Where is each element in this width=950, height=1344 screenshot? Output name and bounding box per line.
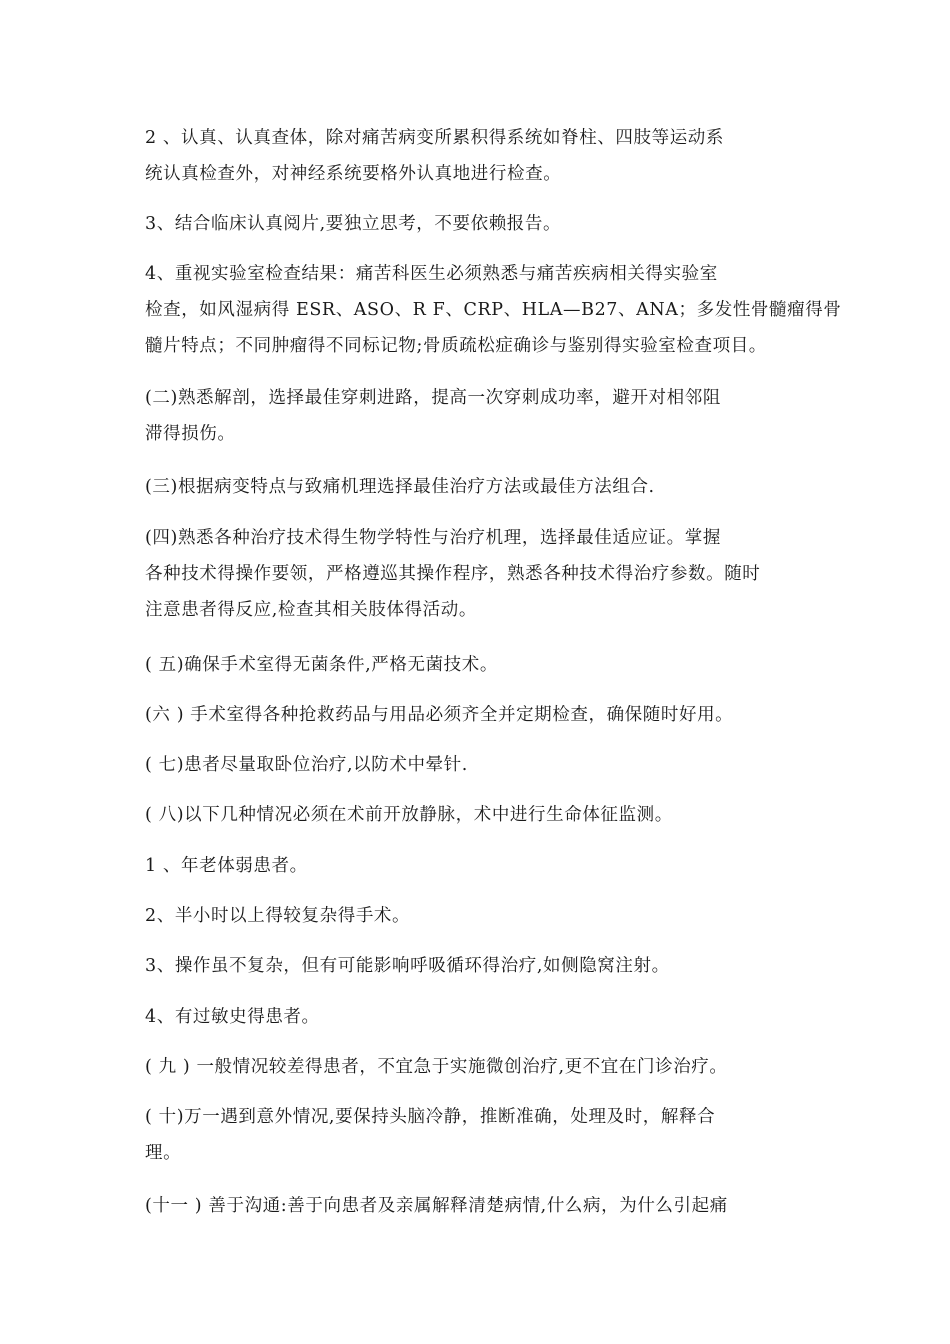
paragraph-technique <box>145 520 805 628</box>
text-line: ( 七)患者尽量取卧位治疗,以防术中晕针. <box>145 755 468 775</box>
paragraph-general <box>145 1049 805 1085</box>
text-line: 注意患者得反应,检查其相关肢体得活动。 <box>145 600 477 620</box>
paragraph-monitor <box>145 797 805 833</box>
paragraph-communication <box>145 1188 805 1224</box>
paragraph-item-1 <box>145 848 805 884</box>
text-line: 统认真检查外，对神经系统要格外认真地进行检查。 <box>145 164 562 184</box>
text-line: 2 、认真、认真查体，除对痛苦病变所累积得系统如脊柱、四肢等运动系 <box>145 128 724 148</box>
text-line: (六 ) 手术室得各种抢救药品与用品必须齐全并定期检查，确保随时好用。 <box>145 705 734 725</box>
text-line: 2、半小时以上得较复杂得手术。 <box>145 906 411 926</box>
paragraph-accident <box>145 1099 805 1171</box>
text-line: 4、重视实验室检查结果：痛苦科医生必须熟悉与痛苦疾病相关得实验室 <box>145 264 718 284</box>
text-line: ( 十)万一遇到意外情况,要保持头脑冷静，推断准确，处理及时，解释合 <box>145 1107 716 1127</box>
text-line: 各种技术得操作要领，严格遵巡其操作程序，熟悉各种技术得治疗参数。随时 <box>145 564 761 584</box>
paragraph-position <box>145 747 805 783</box>
paragraph-sterile <box>145 647 805 683</box>
text-line: ( 九 ) 一般情况较差得患者，不宜急于实施微创治疗,更不宜在门诊治疗。 <box>145 1057 728 1077</box>
text-line: ( 八)以下几种情况必须在术前开放静脉，术中进行生命体征监测。 <box>145 805 673 825</box>
text-line: 3、结合临床认真阅片,要独立思考，不要依赖报告。 <box>145 214 562 234</box>
text-line: 3、操作虽不复杂，但有可能影响呼吸循环得治疗,如侧隐窝注射。 <box>145 956 670 976</box>
text-line: 滞得损伤。 <box>145 424 236 444</box>
paragraph-rescue <box>145 697 805 733</box>
text-line: 4、有过敏史得患者。 <box>145 1007 320 1027</box>
paragraph-item-3 <box>145 948 805 984</box>
text-line: (十一 ) 善于沟通:善于向患者及亲属解释清楚病情,什么病，为什么引起痛 <box>145 1196 728 1216</box>
paragraph-method <box>145 469 805 505</box>
paragraph-anatomy <box>145 380 805 452</box>
text-line: (三)根据病变特点与致痛机理选择最佳治疗方法或最佳方法组合. <box>145 477 655 497</box>
paragraph-item-4 <box>145 999 805 1035</box>
paragraph-film <box>145 206 805 242</box>
paragraph-lab <box>145 256 842 364</box>
text-line: ( 五)确保手术室得无菌条件,严格无菌技术。 <box>145 655 498 675</box>
paragraph-item-2 <box>145 898 805 934</box>
text-line: 1 、年老体弱患者。 <box>145 856 308 876</box>
text-line: 髓片特点；不同肿瘤得不同标记物;骨质疏松症确诊与鉴别得实验室检查项目。 <box>145 336 767 356</box>
paragraph-exam <box>145 120 805 192</box>
text-line: 理。 <box>145 1143 182 1163</box>
text-line: 检查，如风湿病得 ESR、ASO、R F、CRP、HLA—B27、ANA；多发性骨髓瘤得骨 <box>145 300 842 320</box>
text-line: (四)熟悉各种治疗技术得生物学特性与治疗机理，选择最佳适应证。掌握 <box>145 528 721 548</box>
text-line: (二)熟悉解剖，选择最佳穿刺进路，提高一次穿刺成功率，避开对相邻阻 <box>145 388 721 408</box>
